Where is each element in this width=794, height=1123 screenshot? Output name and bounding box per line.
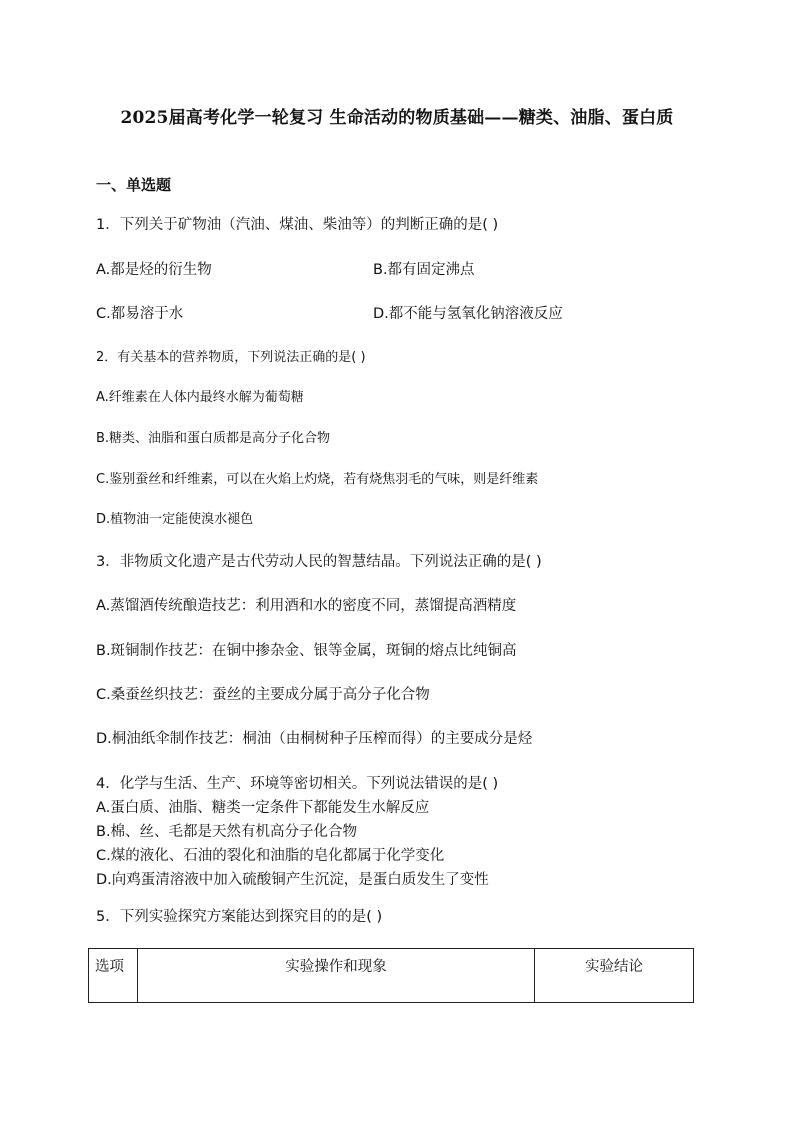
question-2-option-b: B.糖类、油脂和蛋白质都是高分子化合物 xyxy=(96,431,331,446)
question-1-option-a: A.都是烃的衍生物 xyxy=(96,262,212,278)
experiment-table xyxy=(88,948,694,1003)
question-4-option-a: A.蛋白质、油脂、糖类一定条件下都能发生水解反应 xyxy=(96,800,430,816)
table-header-row xyxy=(89,949,694,1003)
question-3-stem: 3．非物质文化遗产是古代劳动人民的智慧结晶。下列说法正确的是( ) xyxy=(96,554,542,570)
question-4-option-d: D.向鸡蛋清溶液中加入硫酸铜产生沉淀，是蛋白质发生了变性 xyxy=(96,872,489,888)
question-3-option-d: D.桐油纸伞制作技艺：桐油（由桐树种子压榨而得）的主要成分是烃 xyxy=(96,731,533,747)
question-5-stem: 5．下列实验探究方案能达到探究目的的是( ) xyxy=(96,909,383,925)
document-title: 2025届高考化学一轮复习 生命活动的物质基础——糖类、油脂、蛋白质 xyxy=(120,108,674,128)
question-1-stem: 1．下列关于矿物油（汽油、煤油、柴油等）的判断正确的是( ) xyxy=(96,217,499,233)
question-1-option-b: B.都有固定沸点 xyxy=(373,262,475,278)
question-1-option-d: D.都不能与氢氧化钠溶液反应 xyxy=(373,306,563,322)
question-4-option-c: C.煤的液化、石油的裂化和油脂的皂化都属于化学变化 xyxy=(96,848,445,864)
question-3-option-a: A.蒸馏酒传统酿造技艺：利用酒和水的密度不同，蒸馏提高酒精度 xyxy=(96,598,517,614)
table-header-option: 选项 xyxy=(89,949,138,1003)
table-header-operation: 实验操作和现象 xyxy=(138,949,535,1003)
question-1-option-c: C.都易溶于水 xyxy=(96,306,184,322)
question-3-option-b: B.斑铜制作技艺：在铜中掺杂金、银等金属，斑铜的熔点比纯铜高 xyxy=(96,643,517,659)
table-header-conclusion: 实验结论 xyxy=(535,949,694,1003)
question-2-option-c: C.鉴别蚕丝和纤维素，可以在火焰上灼烧，若有烧焦羽毛的气味，则是纤维素 xyxy=(96,472,539,487)
section-heading: 一、单选题 xyxy=(96,176,172,194)
question-2-option-a: A.纤维素在人体内最终水解为葡萄糖 xyxy=(96,390,304,405)
question-4-stem: 4．化学与生活、生产、环境等密切相关。下列说法错误的是( ) xyxy=(96,776,499,792)
question-2-option-d: D.植物油一定能使溴水褪色 xyxy=(96,512,254,527)
question-3-option-c: C.桑蚕丝织技艺：蚕丝的主要成分属于高分子化合物 xyxy=(96,687,430,703)
question-4-option-b: B.棉、丝、毛都是天然有机高分子化合物 xyxy=(96,824,358,840)
question-2-stem: 2．有关基本的营养物质，下列说法正确的是( ) xyxy=(96,350,366,365)
